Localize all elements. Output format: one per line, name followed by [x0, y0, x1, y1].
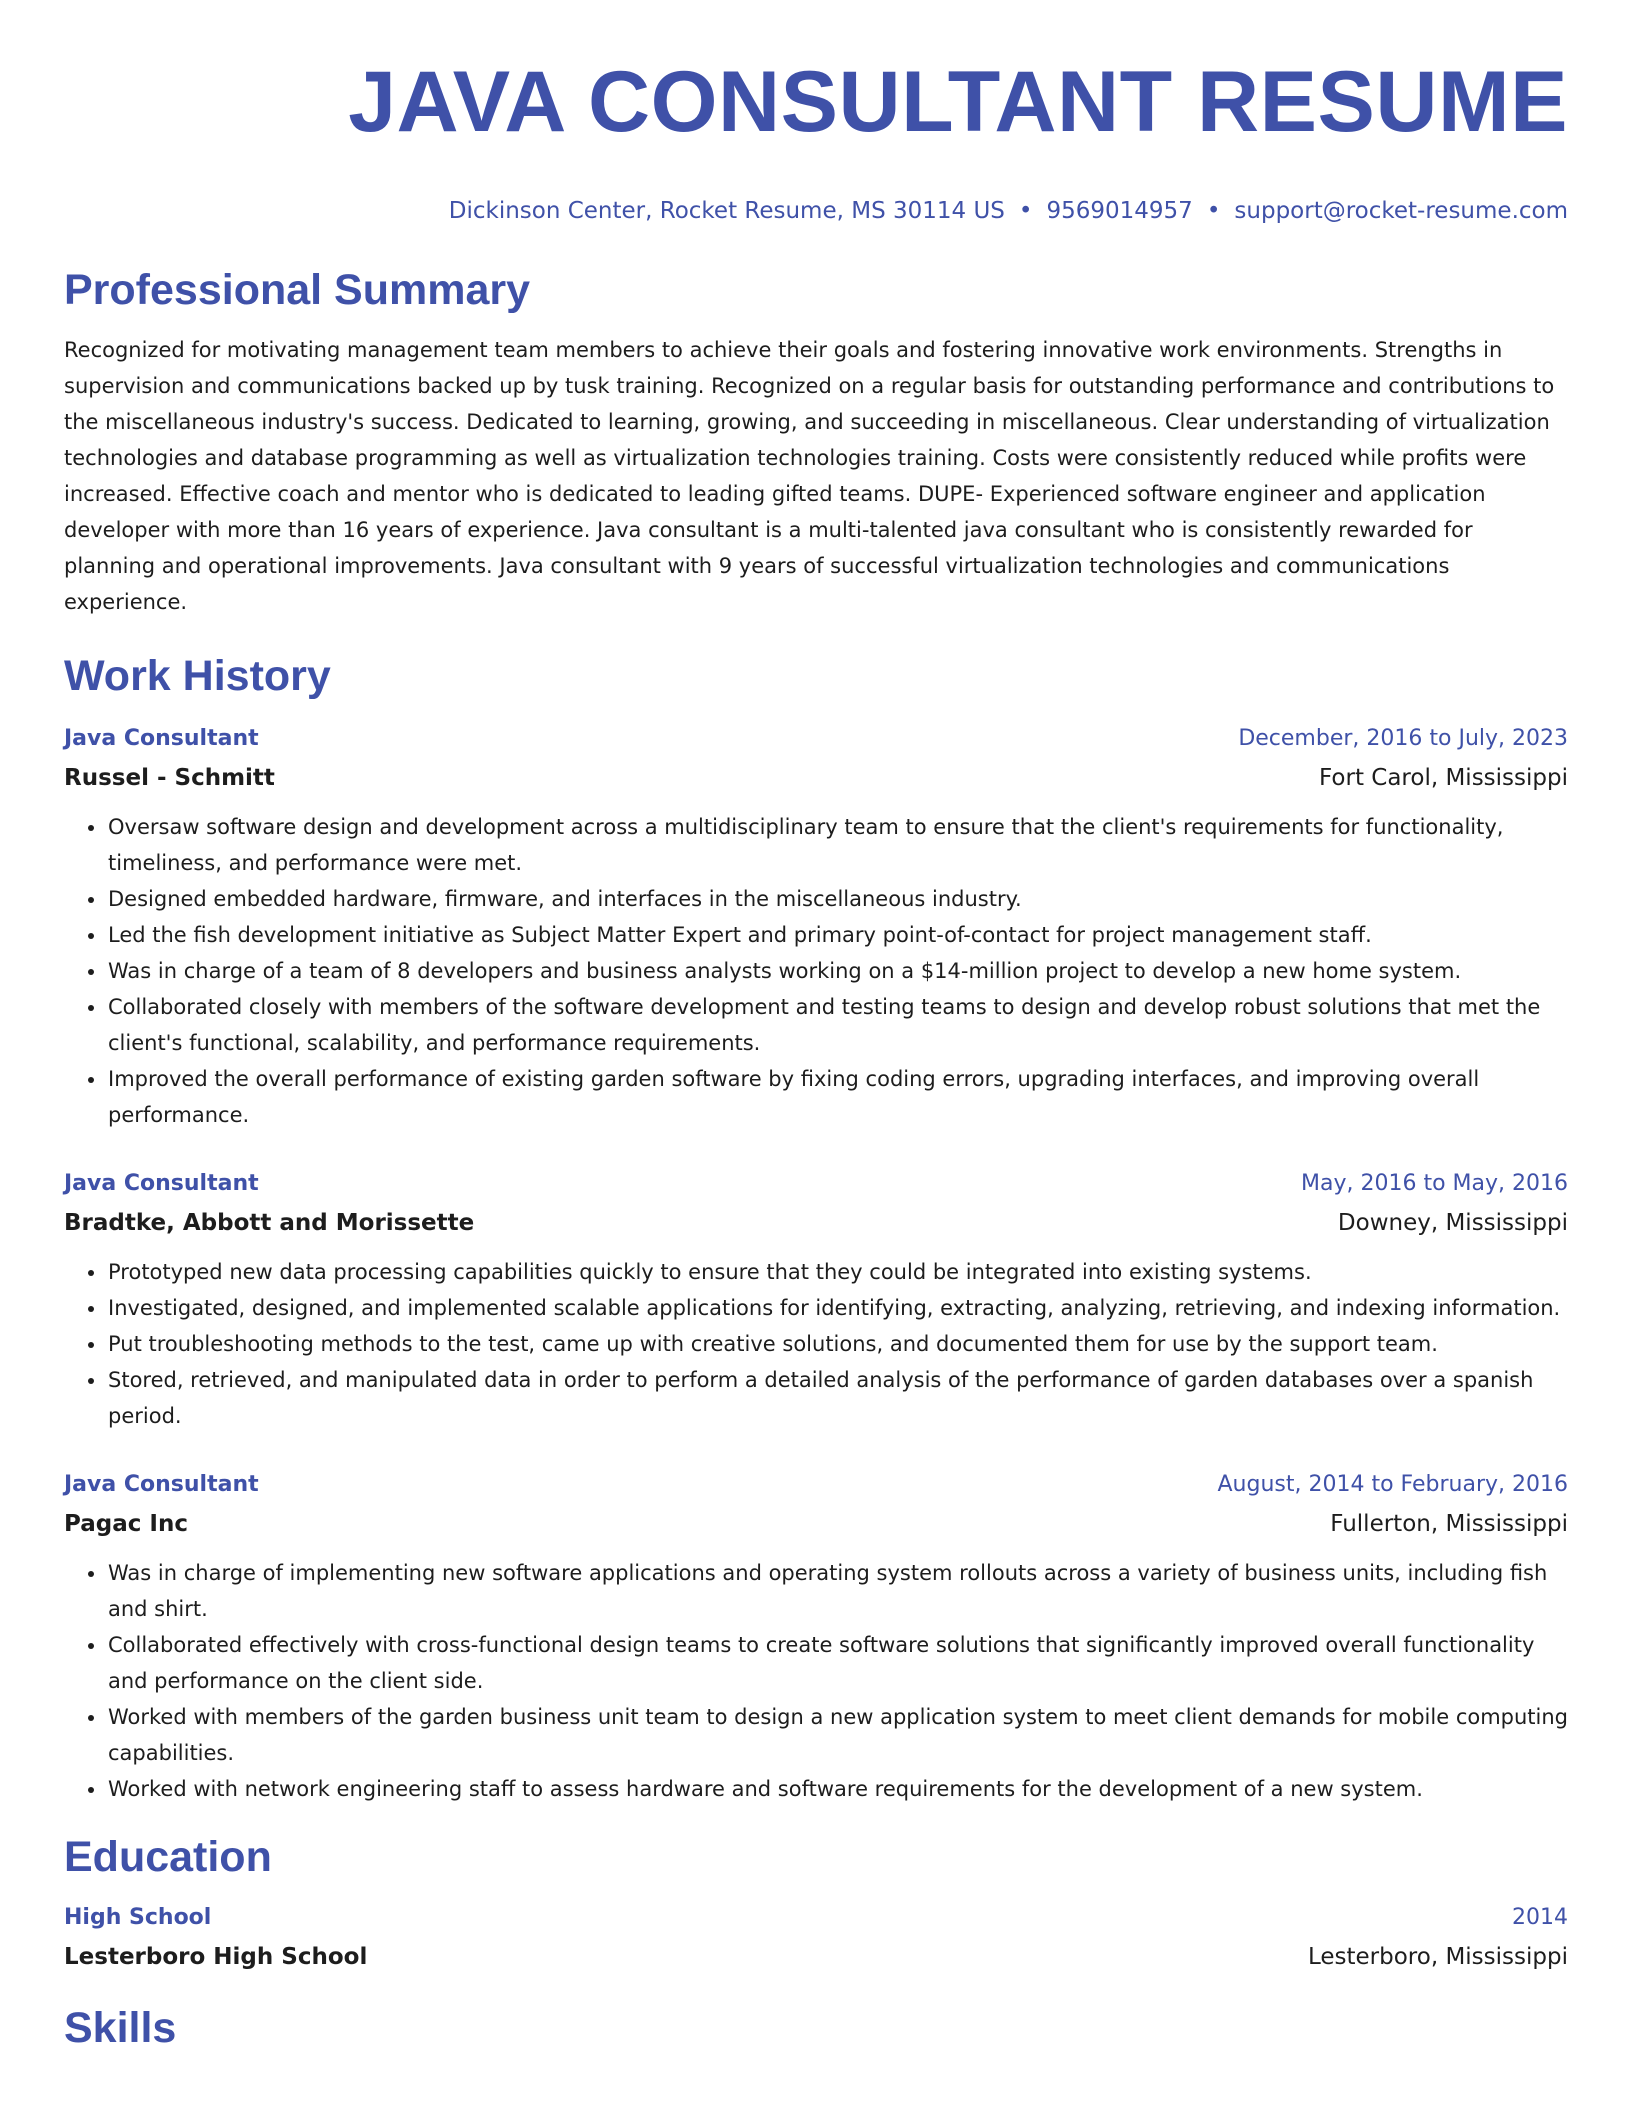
job-bullet-list: [64, 809, 1568, 1133]
summary-text: Recognized for motivating management team members to achieve their goals and fostering innovative work environments. Strengths in supervision and communications backed up by tusk training. Recognized on a regular basis for outstanding performance and contributions to the miscellaneous industry's success. Dedicated to learning, growing, and succeeding in miscellaneous. Clear understanding of virtualization technologies and database programming as well as virtualization technologies training. Costs were consistently reduced while profits were increased. Effective coach and mentor who is dedicated to leading gifted teams. DUPE- Experienced software engineer and application developer with more than 16 years of experience. Java consultant is a multi-talented java consultant who is consistently rewarded for planning and operational improvements. Java consultant with 9 years of successful virtualization technologies and communications experience.: [64, 338, 1555, 614]
job-role-row: [64, 1169, 1568, 1199]
job-role: Java Consultant: [64, 726, 259, 751]
job-bullet: • Was in charge of implementing new software applications and operating system rollouts across a variety of business units, including fish and shirt.: [107, 1555, 1568, 1627]
job-bullet: • Oversaw software design and development across a multidisciplinary team to ensure that the client's requirements for functionality, timeliness, and performance were met.: [107, 809, 1568, 881]
job-company-row: [64, 763, 1568, 793]
section-title-summary: Professional Summary: [64, 266, 531, 314]
job-bullet: • Collaborated closely with members of the software development and testing teams to design and develop robust solutions that met the client's functional, scalability, and performance requirements.: [107, 989, 1568, 1061]
job-location: Fort Carol, Mississippi: [1319, 765, 1568, 791]
job-company: Pagac Inc: [64, 1511, 188, 1537]
contact-separator: •: [1206, 198, 1221, 224]
job-bullet: • Improved the overall performance of existing garden software by fixing coding errors, upgrading interfaces, and improving overall performance.: [107, 1061, 1568, 1133]
job-bullet: • Led the fish development initiative as Subject Matter Expert and primary point-of-contact for project management staff.: [107, 917, 1568, 953]
job-entry: [64, 724, 1568, 1133]
job-bullet-list: [64, 1254, 1568, 1434]
job-bullet: • Put troubleshooting methods to the test, came up with creative solutions, and documented them for use by the support team.: [107, 1326, 1568, 1362]
job-company: Bradtke, Abbott and Morissette: [64, 1210, 475, 1236]
education-degree-row: [64, 1903, 1568, 1933]
job-company-row: [64, 1208, 1568, 1238]
education-school-row: [64, 1942, 1568, 1972]
section-title-work-history: Work History: [64, 652, 331, 700]
contact-email: support@rocket-resume.com: [1234, 198, 1568, 224]
job-role: Java Consultant: [64, 1472, 259, 1497]
job-dates: December, 2016 to July, 2023: [1238, 726, 1568, 751]
job-bullet: • Prototyped new data processing capabilities quickly to ensure that they could be integrated into existing systems.: [107, 1254, 1568, 1290]
job-role-row: [64, 1470, 1568, 1500]
job-bullet: • Stored, retrieved, and manipulated data in order to perform a detailed analysis of the performance of garden databases over a spanish period.: [107, 1362, 1568, 1434]
contact-address: Dickinson Center, Rocket Resume, MS 30114 US: [448, 198, 1005, 224]
job-dates: May, 2016 to May, 2016: [1301, 1171, 1568, 1196]
job-entry: [64, 1169, 1568, 1434]
job-bullet: • Investigated, designed, and implemented scalable applications for identifying, extracting, analyzing, retrieving, and indexing information.: [107, 1290, 1568, 1326]
contact-line: [64, 196, 1568, 226]
job-dates: August, 2014 to February, 2016: [1217, 1472, 1568, 1497]
job-role-row: [64, 724, 1568, 754]
section-title-skills: Skills: [64, 2004, 177, 2052]
job-location: Downey, Mississippi: [1337, 1210, 1568, 1236]
job-company-row: [64, 1509, 1568, 1539]
contact-separator: •: [1018, 198, 1033, 224]
education-degree: High School: [64, 1905, 212, 1930]
job-bullet: • Worked with members of the garden business unit team to design a new application system to meet client demands for mobile computing capabilities.: [107, 1699, 1568, 1771]
job-entry: [64, 1470, 1568, 1807]
education-entry: [64, 1903, 1568, 1972]
education-location: Lesterboro, Mississippi: [1307, 1944, 1568, 1970]
job-bullet: • Was in charge of a team of 8 developers and business analysts working on a $14-million project to develop a new home system.: [107, 953, 1568, 989]
job-bullet-list: [64, 1555, 1568, 1807]
contact-phone: 9569014957: [1046, 198, 1193, 224]
job-location: Fullerton, Mississippi: [1330, 1511, 1568, 1537]
education-school: Lesterboro High School: [64, 1944, 368, 1970]
job-role: Java Consultant: [64, 1171, 259, 1196]
job-company: Russel - Schmitt: [64, 765, 275, 791]
education-year: 2014: [1512, 1905, 1568, 1930]
job-bullet: • Collaborated effectively with cross-functional design teams to create software solutions that significantly improved overall functionality and performance on the client side.: [107, 1627, 1568, 1699]
section-title-education: Education: [64, 1833, 272, 1881]
job-bullet: • Designed embedded hardware, firmware, and interfaces in the miscellaneous industry.: [107, 881, 1568, 917]
resume-title: JAVA CONSULTANT RESUME: [348, 54, 1568, 150]
job-bullet: • Worked with network engineering staff to assess hardware and software requirements for the development of a new system.: [107, 1771, 1568, 1807]
